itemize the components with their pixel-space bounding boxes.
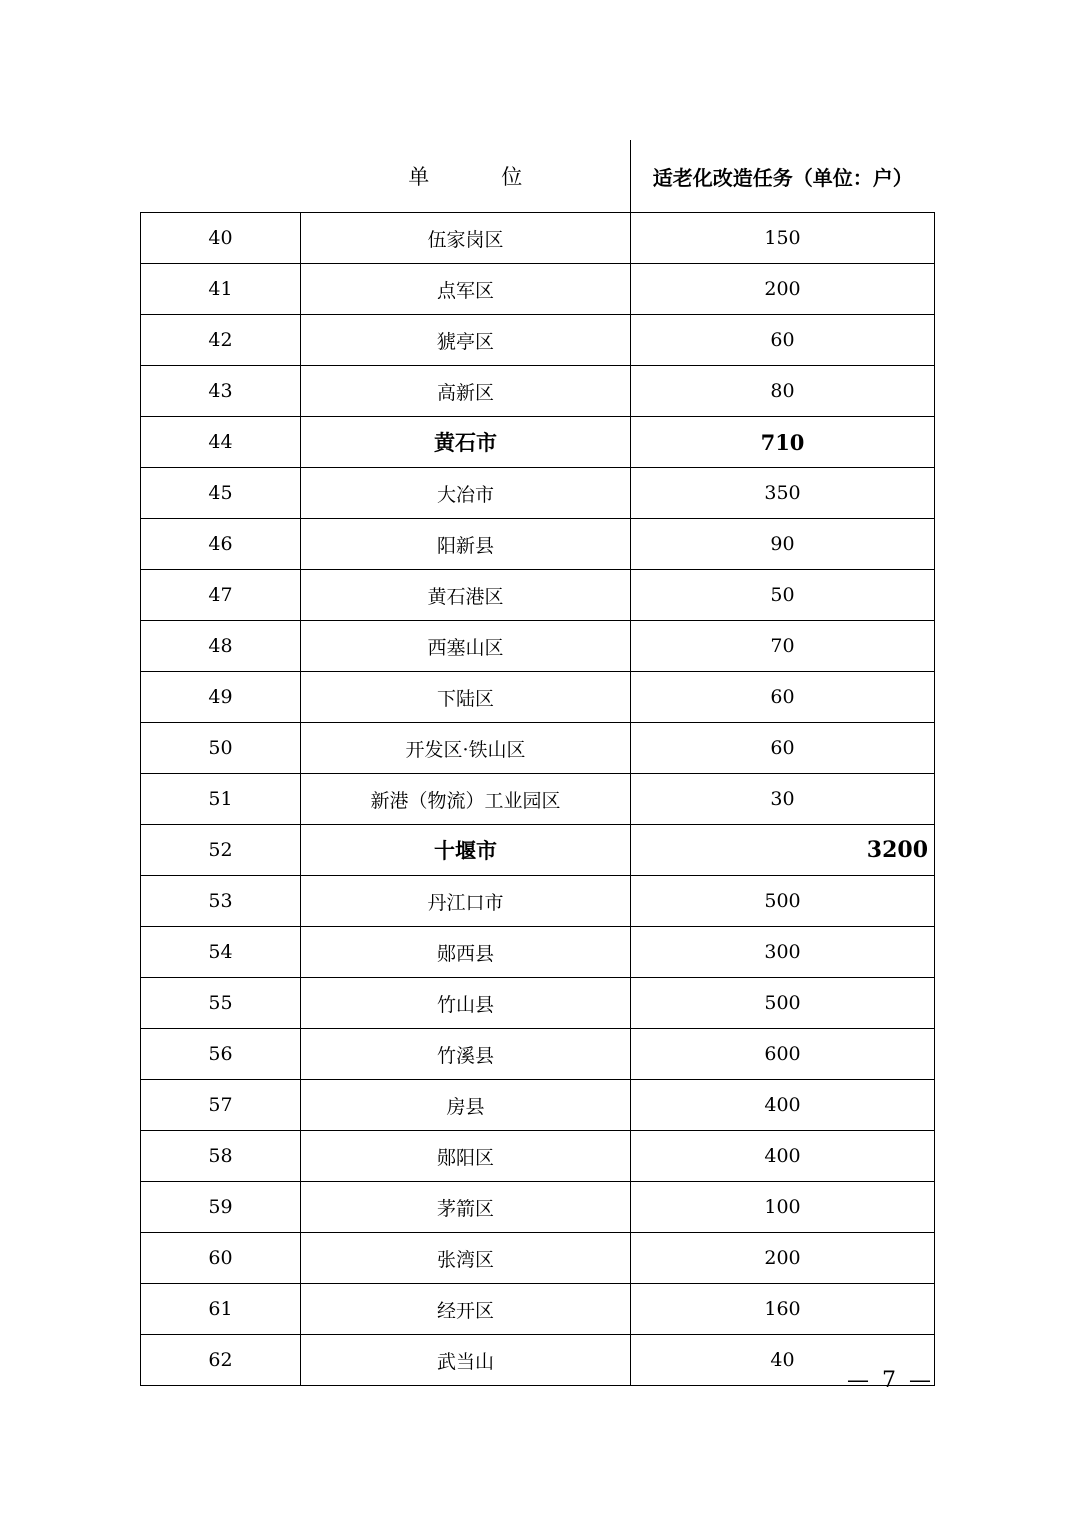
- row-unit-name: 经开区: [301, 1284, 631, 1335]
- row-task-value: 710: [631, 417, 935, 468]
- row-unit-name: 新港（物流）工业园区: [301, 774, 631, 825]
- row-index: 60: [141, 1233, 301, 1284]
- table-row: [141, 315, 935, 366]
- table-row: [141, 1080, 935, 1131]
- row-task-value: 500: [631, 876, 935, 927]
- table-row: [141, 468, 935, 519]
- column-header-index: [141, 140, 301, 213]
- table-row: [141, 978, 935, 1029]
- table-row: [141, 1233, 935, 1284]
- row-unit-name: 十堰市: [301, 825, 631, 876]
- table-row: [141, 927, 935, 978]
- table-row: [141, 876, 935, 927]
- row-index: 47: [141, 570, 301, 621]
- row-unit-name: 张湾区: [301, 1233, 631, 1284]
- row-task-value: 60: [631, 672, 935, 723]
- table-row: [141, 672, 935, 723]
- row-unit-name: 伍家岗区: [301, 213, 631, 264]
- row-index: 44: [141, 417, 301, 468]
- row-index: 50: [141, 723, 301, 774]
- row-task-value: 100: [631, 1182, 935, 1233]
- table-row: [141, 1284, 935, 1335]
- row-unit-name: 黄石市: [301, 417, 631, 468]
- page-number: — 7 —: [847, 1368, 934, 1393]
- table-row: [141, 1182, 935, 1233]
- row-index: 40: [141, 213, 301, 264]
- row-task-value: 200: [631, 264, 935, 315]
- row-task-value: 600: [631, 1029, 935, 1080]
- row-unit-name: 黄石港区: [301, 570, 631, 621]
- table-row: [141, 366, 935, 417]
- row-task-value: 3200: [631, 825, 935, 876]
- row-task-value: 60: [631, 315, 935, 366]
- row-index: 53: [141, 876, 301, 927]
- table-row: [141, 417, 935, 468]
- row-task-value: 300: [631, 927, 935, 978]
- row-task-value: 80: [631, 366, 935, 417]
- row-index: 49: [141, 672, 301, 723]
- row-index: 43: [141, 366, 301, 417]
- row-task-value: 30: [631, 774, 935, 825]
- row-index: 59: [141, 1182, 301, 1233]
- table-row: [141, 264, 935, 315]
- row-index: 62: [141, 1335, 301, 1386]
- table-row: [141, 570, 935, 621]
- row-unit-name: 大冶市: [301, 468, 631, 519]
- table-row: [141, 825, 935, 876]
- table-row: [141, 213, 935, 264]
- row-task-value: 70: [631, 621, 935, 672]
- row-unit-name: 开发区·铁山区: [301, 723, 631, 774]
- row-index: 41: [141, 264, 301, 315]
- row-task-value: 350: [631, 468, 935, 519]
- table-body: [141, 140, 935, 1386]
- table-row: [141, 774, 935, 825]
- allocation-table: [140, 140, 935, 1386]
- row-unit-name: 高新区: [301, 366, 631, 417]
- column-header-task: 适老化改造任务（单位：户）: [631, 140, 935, 213]
- row-index: 45: [141, 468, 301, 519]
- row-index: 42: [141, 315, 301, 366]
- row-unit-name: 武当山: [301, 1335, 631, 1386]
- row-task-value: 50: [631, 570, 935, 621]
- row-unit-name: 下陆区: [301, 672, 631, 723]
- row-index: 55: [141, 978, 301, 1029]
- row-index: 54: [141, 927, 301, 978]
- row-task-value: 160: [631, 1284, 935, 1335]
- table-row: [141, 723, 935, 774]
- row-unit-name: 阳新县: [301, 519, 631, 570]
- row-task-value: 400: [631, 1131, 935, 1182]
- table-row: [141, 1131, 935, 1182]
- row-unit-name: 竹溪县: [301, 1029, 631, 1080]
- row-unit-name: 竹山县: [301, 978, 631, 1029]
- row-unit-name: 点军区: [301, 264, 631, 315]
- table-row: [141, 621, 935, 672]
- row-index: 51: [141, 774, 301, 825]
- row-unit-name: 丹江口市: [301, 876, 631, 927]
- row-task-value: 200: [631, 1233, 935, 1284]
- row-index: 48: [141, 621, 301, 672]
- table-row: [141, 1029, 935, 1080]
- row-task-value: 150: [631, 213, 935, 264]
- row-index: 56: [141, 1029, 301, 1080]
- row-task-value: 40: [631, 1335, 935, 1386]
- table-header-row: [141, 140, 935, 213]
- row-index: 52: [141, 825, 301, 876]
- column-header-unit: 单 位: [301, 140, 631, 213]
- row-unit-name: 郧阳区: [301, 1131, 631, 1182]
- row-unit-name: 房县: [301, 1080, 631, 1131]
- row-task-value: 90: [631, 519, 935, 570]
- row-task-value: 400: [631, 1080, 935, 1131]
- row-task-value: 500: [631, 978, 935, 1029]
- row-index: 61: [141, 1284, 301, 1335]
- row-index: 57: [141, 1080, 301, 1131]
- row-unit-name: 猇亭区: [301, 315, 631, 366]
- table-row: [141, 519, 935, 570]
- row-index: 58: [141, 1131, 301, 1182]
- row-task-value: 60: [631, 723, 935, 774]
- row-unit-name: 茅箭区: [301, 1182, 631, 1233]
- row-unit-name: 西塞山区: [301, 621, 631, 672]
- row-index: 46: [141, 519, 301, 570]
- row-unit-name: 郧西县: [301, 927, 631, 978]
